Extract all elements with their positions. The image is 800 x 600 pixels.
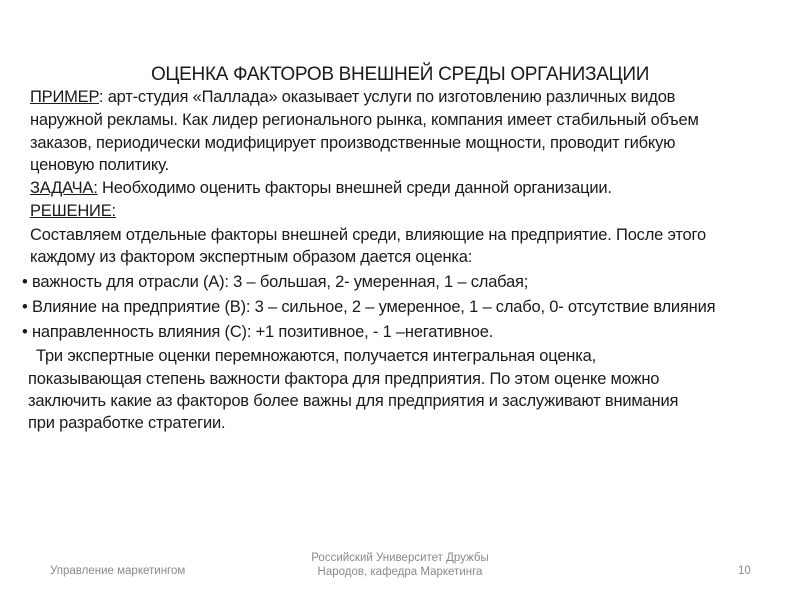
solution-label: РЕШЕНИЕ:: [30, 202, 116, 220]
footer-left: Управление маркетингом: [50, 565, 186, 577]
conclusion-line: заключить какие аз факторов более важны для предприятия и заслуживают внимания: [28, 392, 679, 410]
bullet-icon: •: [22, 273, 32, 291]
page-number: 10: [738, 565, 751, 577]
task-label: ЗАДАЧА:: [30, 179, 98, 197]
conclusion-line: показывающая степень важности фактора для предприятия. По этом оценке можно: [28, 370, 660, 388]
bullet-icon: •: [22, 298, 32, 316]
footer-center: Российский Университет Дружбы Народов, кафедра Маркетинга: [311, 552, 489, 578]
conclusion-line: при разработке стратегии.: [28, 414, 226, 432]
example-line: ПРИМЕР: арт-студия «Паллада» оказывает услуги по изготовлению различных видов: [30, 88, 676, 106]
example-label: ПРИМЕР: [30, 88, 99, 106]
bullet-item: • Влияние на предприятие (В): 3 – сильное, 2 – умеренное, 1 – слабо, 0- отсутствие влияния: [22, 298, 716, 316]
conclusion-line: Три экспертные оценки перемножаются, получается интегральная оценка,: [36, 347, 596, 365]
slide-title: ОЦЕНКА ФАКТОРОВ ВНЕШНЕЙ СРЕДЫ ОРГАНИЗАЦИИ: [150, 64, 650, 85]
bullet-item: • важность для отрасли (А): 3 – большая, 2- умеренная, 1 – слабая;: [22, 273, 529, 291]
task-line: ЗАДАЧА: Необходимо оценить факторы внешней среди данной организации.: [30, 179, 612, 197]
example-line: заказов, периодически модифицирует производственные мощности, проводит гибкую: [30, 134, 676, 152]
bullet-icon: •: [22, 323, 32, 341]
solution-line: каждому из фактором экспертным образом дается оценка:: [30, 248, 473, 266]
solution-line: Составляем отдельные факторы внешней среди, влияющие на предприятие. После этого: [30, 226, 706, 244]
example-line: ценовую политику.: [30, 156, 169, 174]
bullet-item: • направленность влияния (С): +1 позитивное, - 1 –негативное.: [22, 323, 494, 341]
example-line: наружной рекламы. Как лидер регионального рынка, компания имеет стабильный объем: [30, 111, 699, 129]
